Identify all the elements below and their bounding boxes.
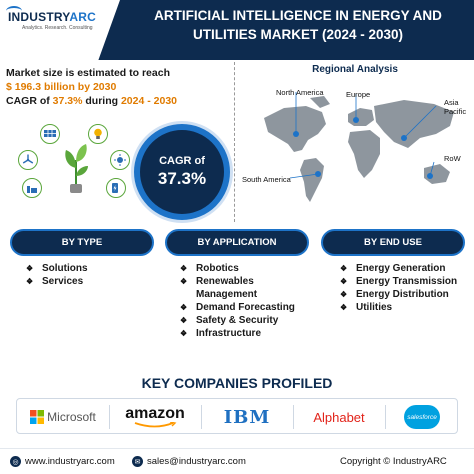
list-item: ❖ Infrastructure (180, 327, 320, 340)
list-item: ❖ Robotics (180, 262, 320, 275)
footer-copyright (340, 456, 447, 467)
logo-separator (109, 405, 110, 429)
logo-separator (201, 405, 202, 429)
plant-growth-icon (62, 142, 90, 194)
alphabet-logo (297, 399, 381, 435)
salesforce-cloud-icon (404, 405, 440, 429)
list-item: ❖ Demand Forecasting (180, 301, 320, 314)
ibm-text: IBM (223, 406, 271, 428)
copyright-text: Copyright © IndustryARC (340, 456, 447, 467)
logo-arc-icon (6, 6, 22, 16)
logo-accent-text: ARC (69, 10, 96, 24)
cagr-badge-value: 37.3% (157, 169, 207, 188)
header-banner (0, 0, 474, 60)
title-line-1: ARTIFICIAL INTELLIGENCE IN ENERGY AND (154, 8, 442, 23)
list-item: ❖ Energy Transmission (340, 275, 472, 288)
power-plant-icon (22, 178, 42, 198)
cagr-line (6, 94, 226, 108)
industryarc-logo[interactable] (8, 10, 103, 46)
region-south-america: South America (242, 175, 291, 184)
market-summary (6, 66, 226, 108)
region-asia-pacific: Asia Pacific (444, 98, 467, 116)
key-companies-title: KEY COMPANIES PROFILED (141, 375, 333, 391)
microsoft-squares-icon (30, 410, 44, 424)
microsoft-text: Microsoft (47, 410, 96, 424)
footer-website[interactable] (10, 456, 115, 467)
wind-turbine-icon (18, 150, 38, 170)
by-end-use-list (340, 262, 472, 314)
cagr-middle: during (85, 95, 119, 107)
list-item: ❖ Energy Distribution (340, 288, 472, 301)
market-size-value: $ 196.3 billion by 2030 (6, 81, 117, 93)
logo-tagline: Analytics. Research. Consulting (22, 25, 93, 31)
footer-email[interactable] (132, 456, 246, 467)
email-link[interactable]: sales@industryarc.com (147, 456, 246, 467)
region-north-america: North America (276, 88, 324, 97)
by-type-header: BY TYPE (10, 229, 154, 256)
cagr-prefix: CAGR of (6, 95, 50, 107)
mail-icon: ✉ (132, 456, 143, 467)
solar-panel-icon (40, 124, 60, 144)
cagr-badge-label: CAGR of (159, 155, 205, 167)
salesforce-text: salesforce (407, 413, 437, 421)
list-item: ❖ Services (26, 275, 156, 288)
company-logo-strip (16, 398, 458, 434)
list-item: ❖ Energy Generation (340, 262, 472, 275)
amazon-logo (113, 399, 197, 435)
lightbulb-icon (88, 124, 108, 144)
website-link[interactable]: www.industryarc.com (25, 456, 115, 467)
cagr-badge (134, 124, 230, 220)
amazon-text: amazon (125, 405, 185, 422)
ibm-logo (205, 399, 289, 435)
north-america-pin-icon (293, 131, 299, 137)
region-row: RoW (444, 154, 461, 163)
globe-icon: ◎ (10, 456, 21, 467)
title-line-2: UTILITIES MARKET (2024 - 2030) (192, 27, 404, 42)
cagr-inline-value: 37.3% (52, 95, 83, 107)
asia-pacific-pin-icon (401, 135, 407, 141)
ev-charging-icon (106, 178, 126, 198)
logo-main-text: INDUSTRY (8, 10, 70, 24)
row-pin-icon (427, 173, 433, 179)
logo-separator (385, 405, 386, 429)
cagr-period: 2024 - 2030 (120, 95, 178, 107)
regional-analysis-title: Regional Analysis (312, 64, 398, 75)
by-type-list (26, 262, 156, 288)
sun-icon (110, 150, 130, 170)
alphabet-text: Alphabet (313, 409, 365, 425)
europe-pin-icon (353, 117, 359, 123)
salesforce-logo (389, 399, 455, 435)
by-application-list (180, 262, 320, 340)
by-end-use-header: BY END USE (321, 229, 465, 256)
market-size-line: Market size is estimated to reach (6, 67, 170, 79)
south-america-pin-icon (315, 171, 321, 177)
logo-separator (293, 405, 294, 429)
footer (0, 448, 474, 474)
list-item: ❖ Renewables Management (180, 275, 290, 301)
amazon-smile-icon (133, 422, 177, 428)
section-divider (234, 62, 235, 222)
list-item: ❖ Safety & Security (180, 314, 320, 327)
page-title (122, 6, 474, 54)
energy-icon-cluster (18, 124, 130, 204)
region-europe: Europe (346, 90, 371, 99)
list-item: ❖ Utilities (340, 301, 472, 314)
list-item: ❖ Solutions (26, 262, 156, 275)
by-application-header: BY APPLICATION (165, 229, 309, 256)
microsoft-logo (21, 399, 105, 435)
